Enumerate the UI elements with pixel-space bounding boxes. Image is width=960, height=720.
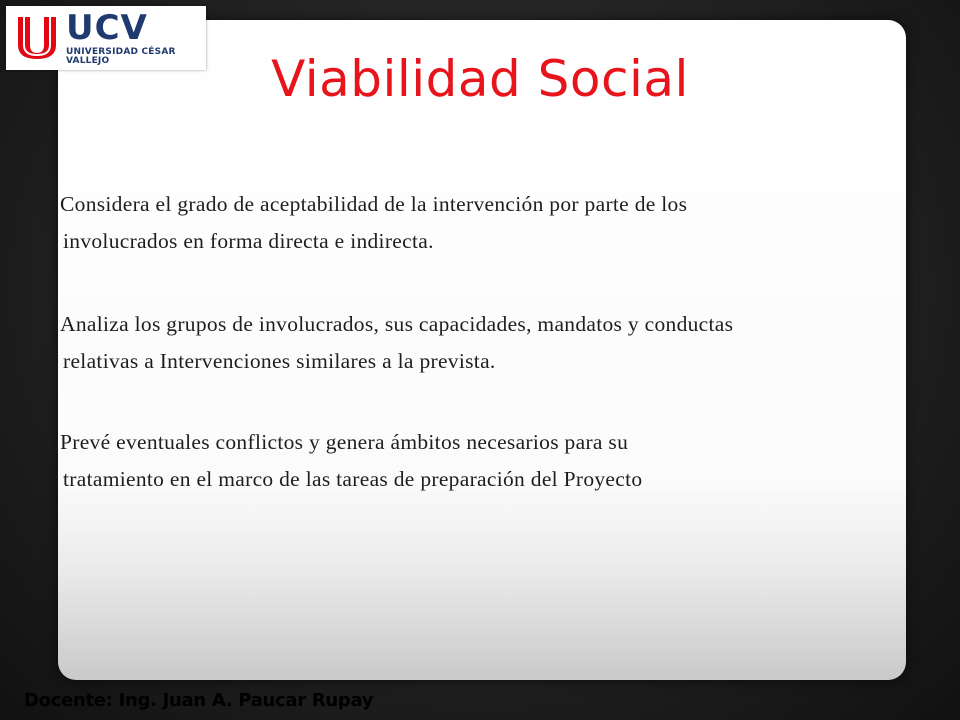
paragraph-line: Considera el grado de aceptabilidad de la intervención por parte de los [60,192,688,216]
paragraph-line: Analiza los grupos de involucrados, sus capacidades, mandatos y conductas [60,312,734,336]
paragraph-line: involucrados en forma directa e indirecta. [63,229,434,253]
logo-name: UCV [66,7,148,48]
paragraph-line: Prevé eventuales conflictos y genera ámbitos necesarios para su [60,430,629,454]
paragraph-conflictos [60,424,920,498]
slide-title: Viabilidad Social [271,50,689,108]
logo-subtitle: UNIVERSIDAD CÉSAR VALLEJO [66,46,176,66]
footer-teacher: Docente: Ing. Juan A. Paucar Rupay [24,690,374,711]
paragraph-line: relativas a Intervenciones similares a la prevista. [63,349,496,373]
paragraph-grupos [60,306,920,380]
paragraph-aceptabilidad [60,186,920,260]
paragraph-line: tratamiento en el marco de las tareas de preparación del Proyecto [63,467,643,491]
